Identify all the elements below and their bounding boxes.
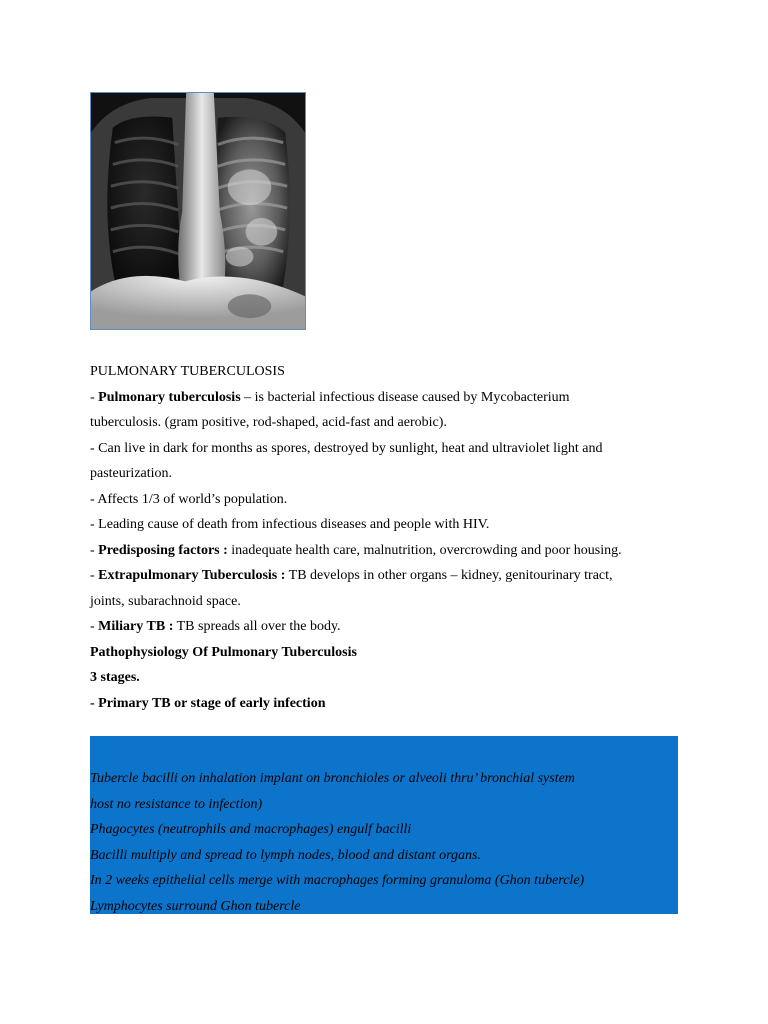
term-pulmonary-tuberculosis: Pulmonary tuberculosis [98, 389, 241, 405]
bullet-text: Can live in dark for months as spores, destroyed by sunlight, heat and ultraviolet light and [98, 440, 603, 456]
dash: - [90, 568, 99, 583]
flow-line: host no resistance to infection) [90, 796, 263, 812]
term-extrapulmonary-tuberculosis: Extrapulmonary Tuberculosis : [98, 568, 286, 583]
dash: - [90, 389, 99, 405]
paragraph-line-1 [90, 385, 690, 411]
bullet-text: Affects 1/3 of world’s population. [97, 491, 288, 507]
flow-line: Tubercle bacilli on inhalation implant on bronchioles or alveoli thru’ bronchial system [90, 771, 575, 786]
dash: - [90, 440, 99, 456]
document-body [90, 359, 690, 716]
bullet-text: Leading cause of death from infectious diseases and people with HIV. [98, 517, 490, 532]
bullet-text: joints, subarachnoid space. [90, 593, 241, 609]
paragraph-line-3 [90, 436, 690, 462]
bullet-text: TB develops in other organs – kidney, genitourinary tract, [285, 568, 613, 583]
primary-tb-flow-box [90, 736, 678, 914]
definition-text: tuberculosis. (gram positive, rod-shaped, acid-fast and aerobic). [90, 415, 447, 430]
bullet-text: pasteurization. [90, 466, 173, 481]
dash: - [90, 619, 99, 634]
flow-line: Phagocytes (neutrophils and macrophages) engulf bacilli [90, 822, 412, 837]
definition-text: – is bacterial infectious disease caused by Mycobacterium [240, 389, 570, 405]
term-miliary-tb: Miliary TB : [98, 619, 174, 634]
paragraph-line-6 [90, 512, 690, 538]
paragraph-line-5 [90, 487, 690, 513]
bullet-text: inadequate health care, malnutrition, overcrowding and poor housing. [227, 542, 622, 558]
flow-line: Lymphocytes surround Ghon tubercle [90, 898, 301, 914]
chest-xray-graphic [91, 93, 305, 329]
paragraph-line-7 [90, 538, 690, 564]
paragraph-line-4 [90, 461, 690, 487]
primary-tb-heading: - Primary TB or stage of early infection [90, 695, 326, 711]
flow-line: In 2 weeks epithelial cells merge with macrophages forming granuloma (Ghon tubercle) [90, 873, 585, 888]
pathophysiology-heading: Pathophysiology Of Pulmonary Tuberculosis [90, 644, 357, 660]
stages-heading: 3 stages. [90, 670, 140, 685]
paragraph-line-2 [90, 410, 690, 436]
dash: - [90, 517, 99, 532]
paragraph-line-9 [90, 589, 690, 615]
document-title: PULMONARY TUBERCULOSIS [90, 364, 285, 379]
flow-box-lines [90, 766, 584, 919]
dash: - [90, 542, 99, 558]
dash: - [90, 491, 98, 507]
paragraph-line-8 [90, 563, 690, 589]
chest-xray-image [90, 92, 306, 330]
paragraph-line-10 [90, 614, 690, 640]
bullet-text: TB spreads all over the body. [173, 619, 341, 634]
term-predisposing-factors: Predisposing factors : [98, 542, 228, 558]
flow-line: Bacilli multiply and spread to lymph nodes, blood and distant organs. [90, 847, 481, 863]
